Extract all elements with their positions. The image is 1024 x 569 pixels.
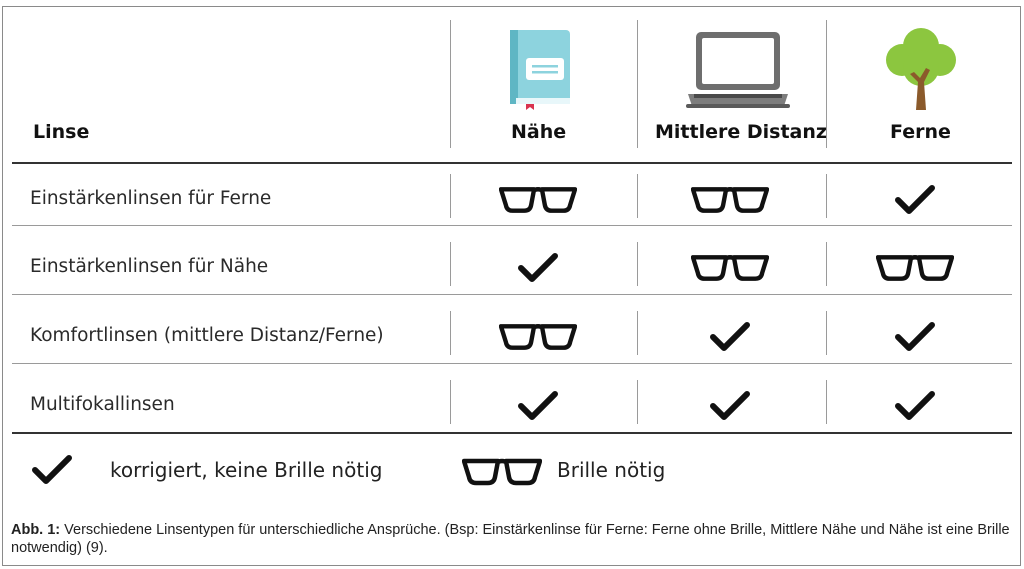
- row-separator: [12, 225, 1012, 226]
- caption-label: Abb. 1:: [11, 522, 61, 538]
- column-divider: [637, 380, 638, 424]
- check-icon: [32, 455, 72, 485]
- column-divider: [450, 242, 451, 286]
- column-divider: [826, 311, 827, 355]
- glasses-icon: [462, 457, 542, 487]
- header-naehe: Nähe: [511, 121, 567, 143]
- check-icon: [685, 317, 775, 357]
- row-label: Komfortlinsen (mittlere Distanz/Ferne): [30, 325, 384, 346]
- column-divider: [826, 380, 827, 424]
- column-divider: [637, 174, 638, 218]
- glasses-icon: [685, 248, 775, 288]
- caption-text: Verschiedene Linsentypen für unterschiedliche Ansprüche. (Bsp: Einstärkenlinse für Ferne: Ferne ohne Brille, Mittlere Nähe und Nähe ist eine Brille notwendig) (9).: [11, 522, 1010, 556]
- column-divider: [826, 174, 827, 218]
- column-divider: [450, 380, 451, 424]
- laptop-icon: [684, 30, 792, 110]
- column-divider: [826, 242, 827, 286]
- check-icon: [870, 317, 960, 357]
- column-divider: [450, 20, 451, 148]
- column-divider: [637, 311, 638, 355]
- check-icon: [870, 386, 960, 426]
- figure-caption: [11, 521, 1011, 557]
- header-linse: Linse: [33, 121, 90, 143]
- column-divider: [450, 311, 451, 355]
- glasses-icon: [493, 180, 583, 220]
- header-rule: [12, 162, 1012, 164]
- header-ferne: Ferne: [890, 121, 951, 143]
- column-divider: [637, 242, 638, 286]
- check-icon: [493, 386, 583, 426]
- check-icon: [870, 180, 960, 220]
- column-divider: [450, 174, 451, 218]
- row-label: Einstärkenlinsen für Nähe: [30, 256, 269, 277]
- row-separator: [12, 294, 1012, 295]
- header-mittlere-distanz: Mittlere Distanz: [655, 121, 827, 143]
- tree-icon: [882, 24, 960, 112]
- glasses-icon: [493, 317, 583, 357]
- legend-check-text: korrigiert, keine Brille nötig: [110, 458, 383, 482]
- glasses-icon: [685, 180, 775, 220]
- book-icon: [508, 28, 572, 110]
- table-bottom-rule: [12, 432, 1012, 434]
- check-icon: [685, 386, 775, 426]
- check-icon: [493, 248, 583, 288]
- legend-glasses-text: Brille nötig: [557, 458, 666, 482]
- row-separator: [12, 363, 1012, 364]
- row-label: Einstärkenlinsen für Ferne: [30, 188, 272, 209]
- column-divider: [637, 20, 638, 148]
- glasses-icon: [870, 248, 960, 288]
- row-label: Multifokallinsen: [30, 394, 175, 415]
